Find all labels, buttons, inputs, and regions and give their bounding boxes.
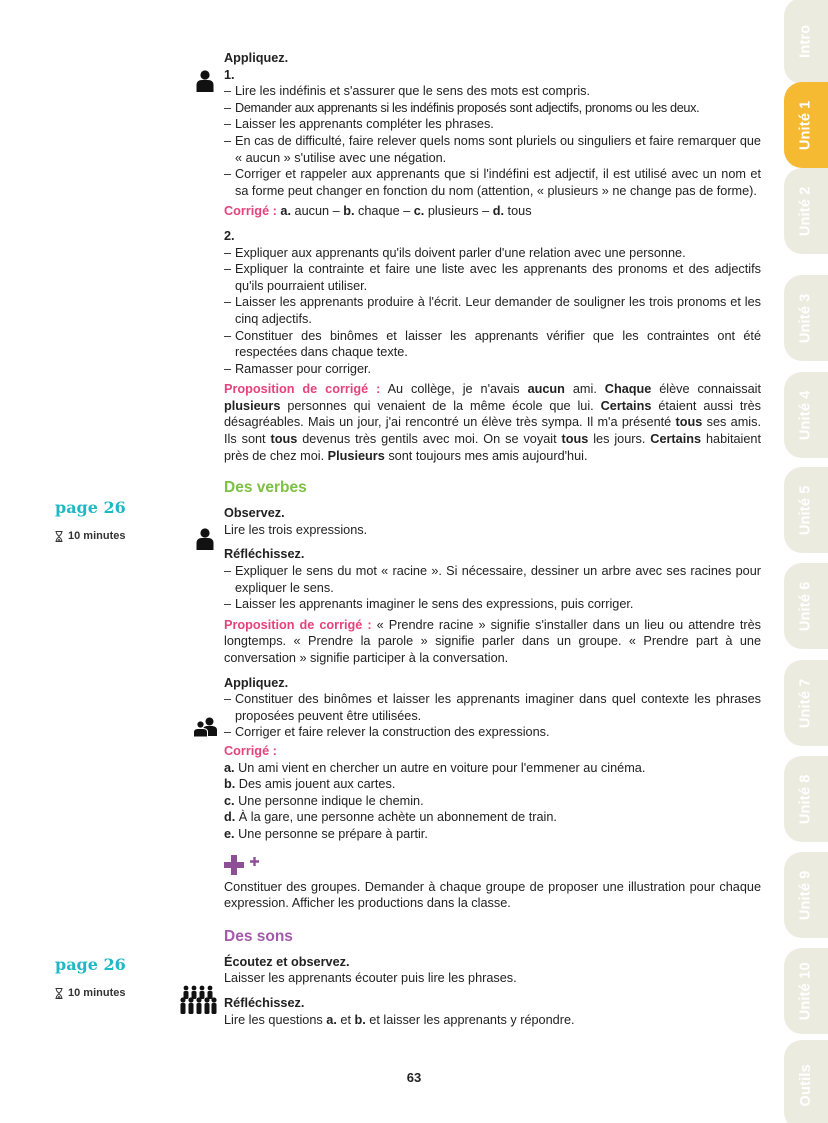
- duration-text: 10 minutes: [68, 987, 126, 999]
- tab-unite-8[interactable]: [784, 756, 828, 842]
- answer-letter: e.: [224, 826, 235, 841]
- section-title-sons: Des sons: [224, 927, 293, 945]
- answer-text: tous: [504, 204, 532, 219]
- appliquez-heading: Appliquez.: [224, 675, 289, 690]
- answer-letter: c.: [413, 204, 425, 219]
- instruction-list: [224, 691, 761, 741]
- text: les jours.: [588, 432, 651, 447]
- list-item: – Lire les indéfinis et s'assurer que le sens des mots est compris.: [224, 83, 761, 100]
- unit-tabs: [784, 0, 828, 1123]
- reflechissez-text: [224, 1012, 761, 1029]
- text: Lire les questions: [224, 1012, 327, 1027]
- duration: [55, 528, 125, 545]
- hourglass-icon: [55, 988, 63, 999]
- answer-letter: b.: [224, 777, 236, 792]
- pair-work-icon: [193, 717, 218, 737]
- text: devenus très gentils avec moi. On se voyait: [297, 432, 562, 447]
- answer-item: [224, 809, 761, 826]
- text: étaient aussi très désagréables. Mais un jour, j'ai rencontré un élève très sympa. Il m'a présenté: [224, 398, 762, 430]
- tab-unite-1[interactable]: [784, 82, 828, 168]
- tab-label: Outils: [797, 1063, 814, 1107]
- bold-word: tous: [270, 432, 298, 447]
- bold-word: plusieurs: [224, 398, 281, 413]
- answer-text: Une personne indique le chemin.: [234, 793, 424, 808]
- page-reference: page 26: [55, 955, 126, 974]
- tab-unite-9[interactable]: [784, 852, 828, 938]
- page-reference: page 26: [55, 498, 126, 517]
- exercise-number: 2.: [224, 228, 235, 243]
- list-item: – Expliquer le sens du mot « racine ». Si nécessaire, dessiner un arbre avec ses racines pour expliquer le sens.: [224, 563, 761, 596]
- answer-text: aucun –: [291, 204, 344, 219]
- tab-label: Intro: [797, 24, 814, 58]
- answer-text: chaque –: [354, 204, 414, 219]
- small-plus-icon: [250, 857, 259, 866]
- text: ses amis. Ils sont: [224, 415, 761, 447]
- list-item: – Laisser les apprenants imaginer le sens des expressions, puis corriger.: [224, 596, 761, 613]
- text: « Prendre racine » signifie s'installer dans un lieu ou attendre très longtemps. « Prendre la parole » signifie parler dans un groupe. « Prendre part à une conversation » signifie participer à la conversation.: [224, 617, 761, 665]
- answers-list: [224, 760, 761, 843]
- instruction-list: [224, 563, 761, 613]
- tab-unite-3[interactable]: [784, 275, 828, 361]
- tab-unite-2[interactable]: [784, 168, 828, 254]
- tab-label: Unité 8: [797, 774, 814, 824]
- tab-label: Unité 5: [797, 485, 814, 535]
- tab-unite-6[interactable]: [784, 563, 828, 649]
- individual-work-icon: [196, 528, 214, 550]
- proposed-correction: [224, 381, 761, 464]
- hourglass-icon: [55, 531, 63, 542]
- bold-word: b.: [354, 1012, 366, 1027]
- answer-letter: a.: [224, 760, 235, 775]
- list-item: – Constituer des binômes et laisser les apprenants imaginer dans quel contexte les phrases proposées peuvent être utilisées.: [224, 691, 761, 724]
- text: Au collège, je n'avais: [380, 382, 528, 397]
- answer-item: [224, 776, 761, 793]
- observez-text: Lire les trois expressions.: [224, 522, 368, 537]
- tab-unite-5[interactable]: [784, 467, 828, 553]
- answer-letter: d.: [224, 810, 236, 825]
- answer-letter: a.: [280, 204, 291, 219]
- answer-text: Une personne se prépare à partir.: [234, 826, 428, 841]
- list-item: – Laisser les apprenants produire à l'écrit. Leur demander de souligner les trois pronoms et les cinq adjectifs.: [224, 294, 761, 327]
- tab-label: Unité 10: [797, 961, 814, 1021]
- answer-item: [224, 760, 761, 777]
- bold-word: Chaque: [604, 382, 652, 397]
- bold-word: tous: [675, 415, 703, 430]
- instruction-list: [224, 245, 761, 378]
- text: habitaient près de chez moi.: [224, 432, 761, 463]
- correction-label: Proposition de corrigé :: [224, 617, 372, 632]
- tab-label: Unité 3: [797, 293, 814, 343]
- extension-text: Constituer des groupes. Demander à chaque groupe de proposer une illustration pour chaque expression. Afficher les productions dans la classe.: [224, 879, 761, 911]
- individual-work-icon: [196, 70, 214, 92]
- answer-letter: b.: [343, 204, 355, 219]
- tab-label: Unité 4: [797, 390, 814, 440]
- instruction-list: [224, 83, 761, 199]
- list-item: – Laisser les apprenants compléter les phrases.: [224, 116, 761, 133]
- correction-label: Proposition de corrigé :: [224, 382, 381, 397]
- text: et laisser les apprenants y répondre.: [365, 1012, 575, 1027]
- text: sont toujours mes amis aujourd'hui.: [384, 448, 588, 463]
- appliquez-section: [224, 50, 761, 464]
- tab-intro[interactable]: [784, 0, 828, 84]
- exercise-number: 1.: [224, 67, 235, 82]
- tab-label: Unité 2: [797, 186, 814, 236]
- answer-item: [224, 793, 761, 810]
- text: élève connaissait: [651, 382, 761, 397]
- bold-word: aucun: [527, 382, 565, 397]
- bold-word: Plusieurs: [327, 448, 385, 463]
- list-item: – Constituer des binômes et laisser les apprenants vérifier que les contraintes ont été respectées dans chaque texte.: [224, 328, 761, 361]
- section-heading: Appliquez.: [224, 51, 289, 65]
- extension-activity: [224, 849, 761, 875]
- correction: [224, 203, 761, 220]
- answer-item: [224, 826, 761, 843]
- tab-label: Unité 9: [797, 870, 814, 920]
- tab-label: Unité 1: [797, 100, 814, 150]
- page-number: 63: [406, 1070, 422, 1085]
- list-item: – Corriger et faire relever la construction des expressions.: [224, 724, 761, 741]
- plus-icon: [224, 855, 244, 875]
- answer-text: À la gare, une personne achète un abonnement de train.: [235, 810, 557, 825]
- list-item: – Ramasser pour corriger.: [224, 361, 761, 378]
- bold-word: tous: [561, 432, 589, 447]
- main-content: [224, 50, 761, 1028]
- bold-word: Certains: [600, 398, 652, 413]
- text: et: [336, 1012, 355, 1027]
- bold-word: a.: [326, 1012, 337, 1027]
- answer-text: Des amis jouent aux cartes.: [235, 777, 396, 792]
- list-item: – Expliquer la contrainte et faire une liste avec les apprenants des pronoms et des adjectifs qu'ils pourraient utiliser.: [224, 261, 761, 294]
- duration-text: 10 minutes: [68, 530, 126, 542]
- answer-text: plusieurs –: [424, 204, 493, 219]
- list-item: – Corriger et rappeler aux apprenants que si l'indéfini est adjectif, il est utilisé avec un nom et sa forme peut changer en fonction du nom (attention, « plusieurs » ne change pas de forme).: [224, 166, 761, 199]
- tab-unite-4[interactable]: [784, 372, 828, 458]
- tab-unite-10[interactable]: [784, 948, 828, 1034]
- bold-word: Certains: [650, 432, 702, 447]
- answer-letter: d.: [492, 204, 505, 219]
- text: personnes qui venaient de la même école que lui.: [280, 398, 601, 413]
- list-item: – Expliquer aux apprenants qu'ils doivent parler d'une relation avec une personne.: [224, 245, 761, 262]
- reflechissez-heading: Réfléchissez.: [224, 995, 305, 1010]
- ecoutez-heading: Écoutez et observez.: [224, 954, 350, 969]
- ecoutez-text: Laisser les apprenants écouter puis lire les phrases.: [224, 971, 517, 986]
- duration: [55, 985, 125, 1002]
- tab-unite-7[interactable]: [784, 660, 828, 746]
- observez-heading: Observez.: [224, 506, 285, 521]
- correction-label: Corrigé :: [224, 204, 277, 219]
- correction-label: Corrigé :: [224, 743, 277, 758]
- group-work-icon: [180, 985, 217, 1015]
- list-item: – Demander aux apprenants si les indéfinis proposés sont adjectifs, pronoms ou les deux.: [224, 100, 761, 117]
- text: ami.: [564, 382, 605, 397]
- answer-letter: c.: [224, 793, 235, 808]
- tab-label: Unité 6: [797, 581, 814, 631]
- correction: [224, 743, 761, 760]
- reflechissez-heading: Réfléchissez.: [224, 547, 305, 562]
- answer-text: Un ami vient en chercher un autre en voiture pour l'emmener au cinéma.: [234, 760, 646, 775]
- section-title-verbes: Des verbes: [224, 479, 307, 497]
- tab-label: Unité 7: [797, 678, 814, 728]
- proposed-correction: [224, 617, 761, 667]
- list-item: – En cas de difficulté, faire relever quels noms sont pluriels ou singuliers et faire remarquer que « aucun » s'utilise avec une négation.: [224, 133, 761, 166]
